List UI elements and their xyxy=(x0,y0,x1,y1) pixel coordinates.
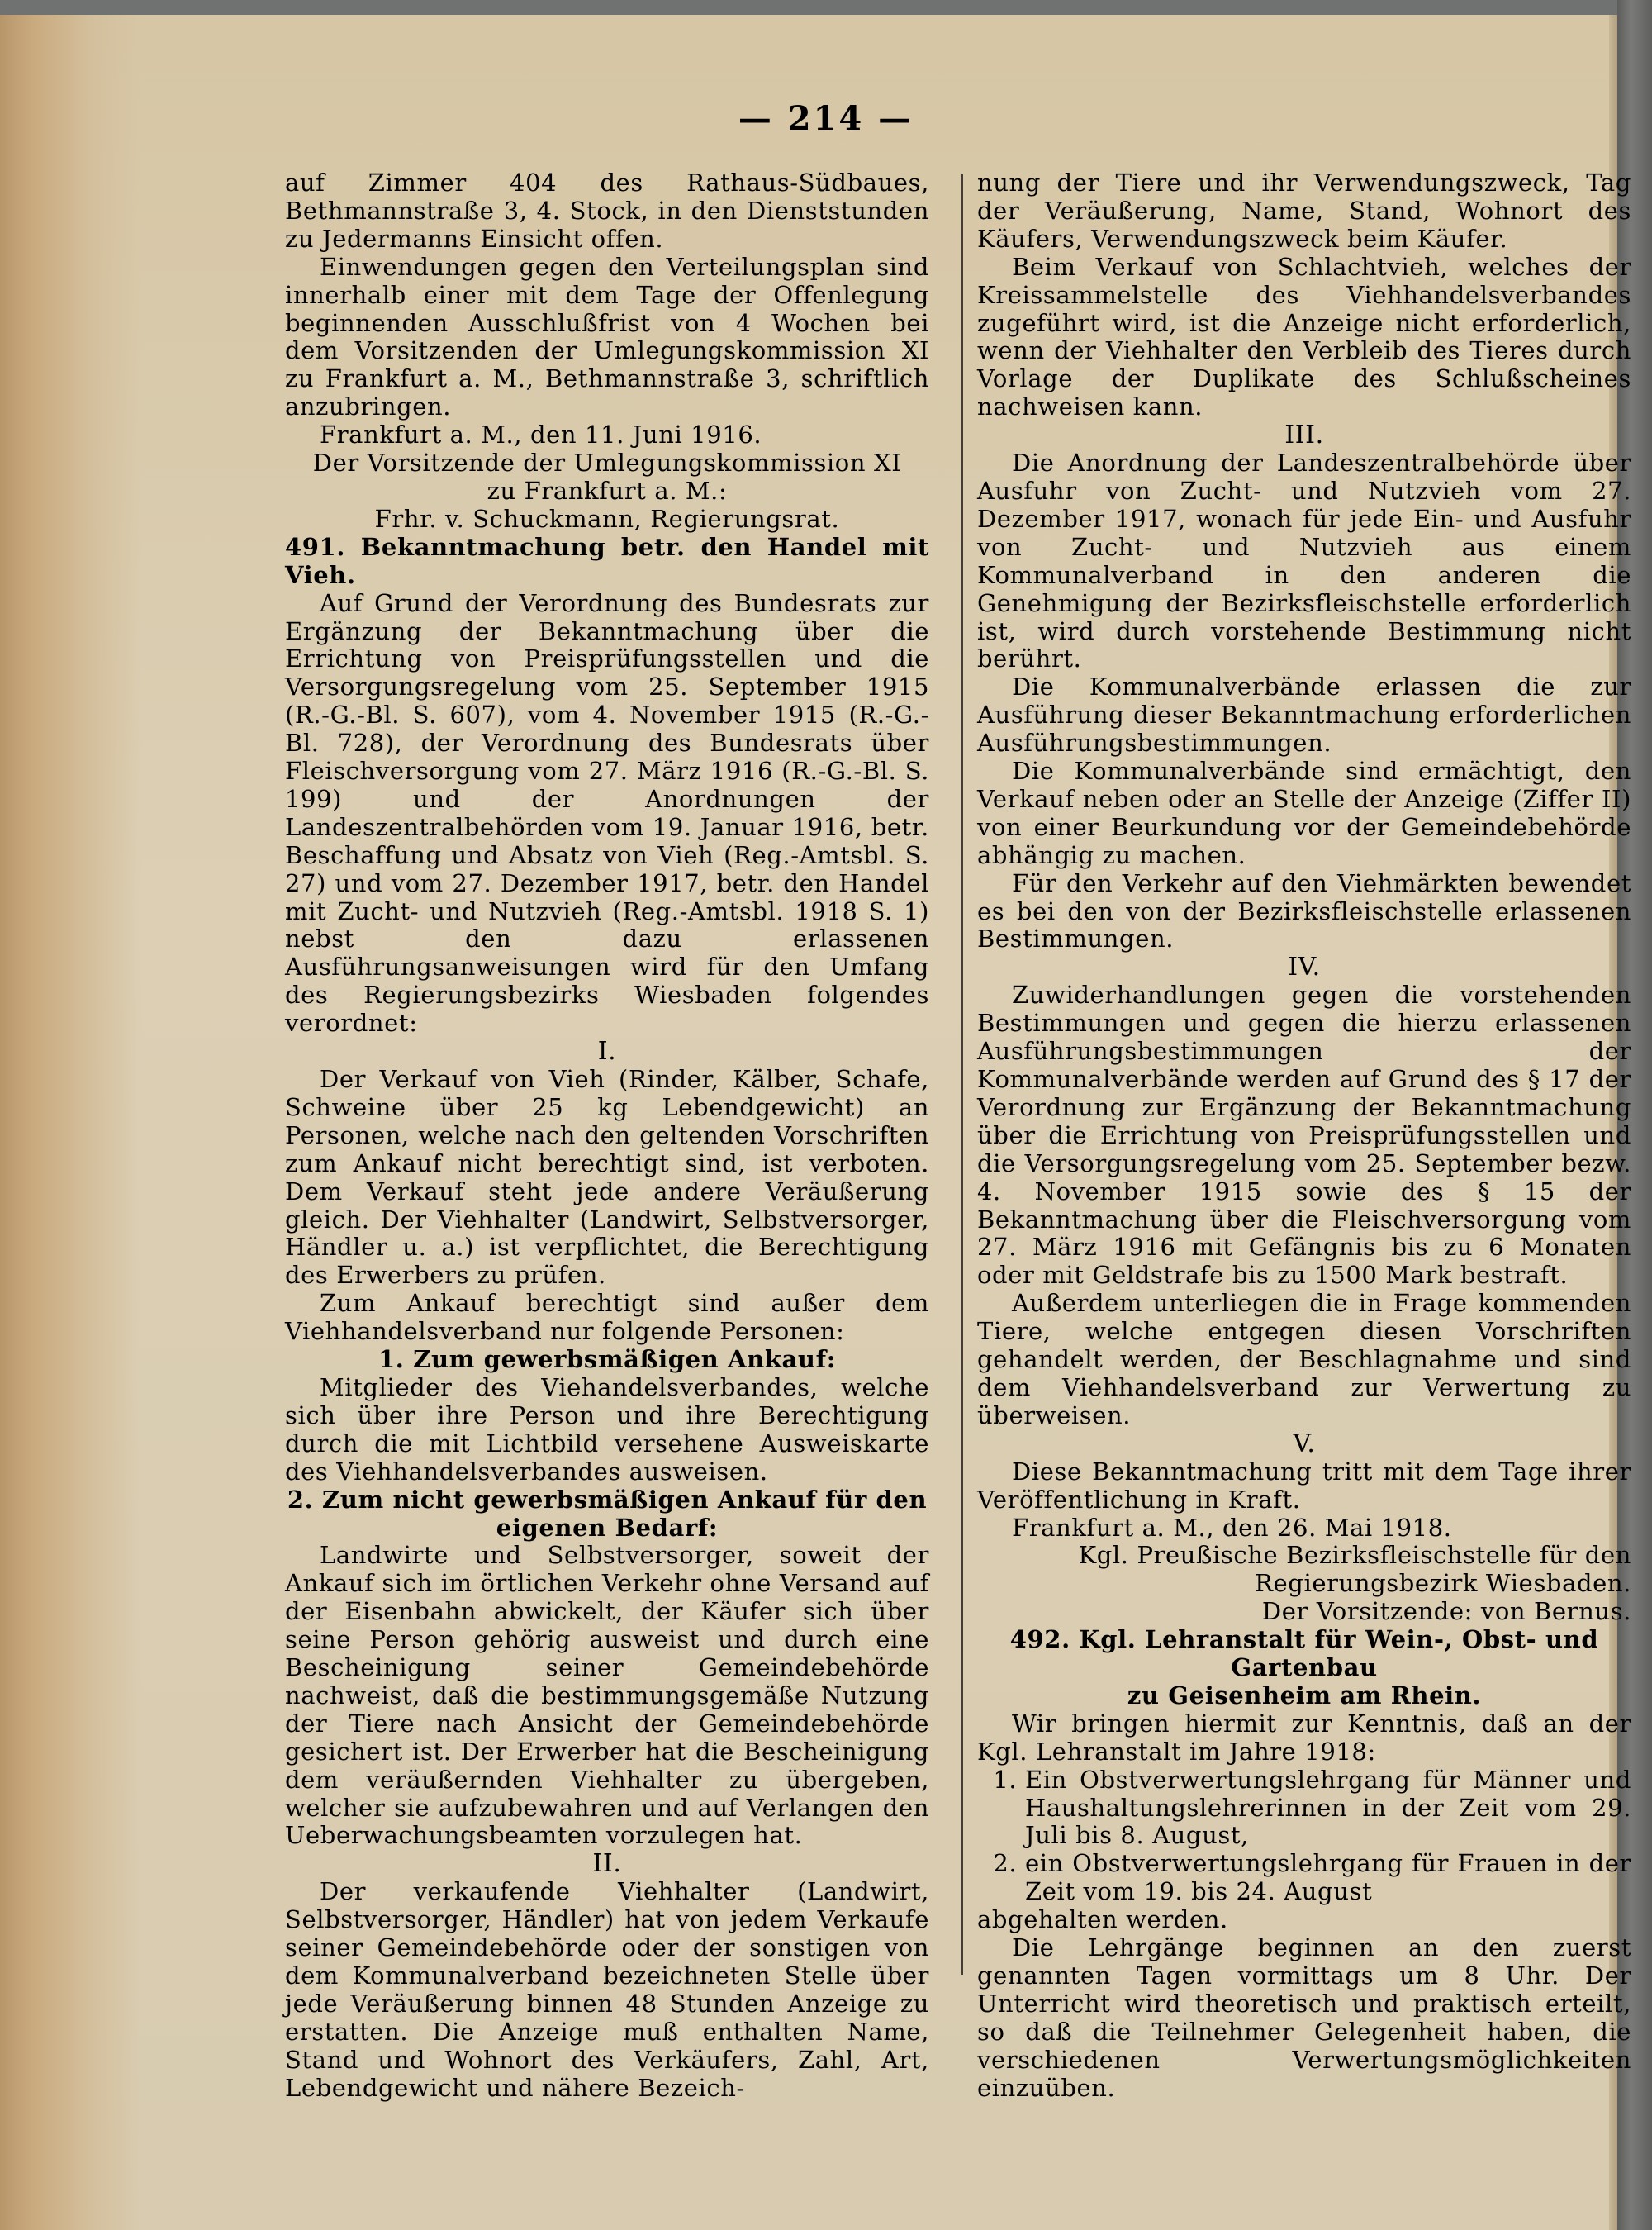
paragraph-III-3: Die Kommunalverbände sind ermächtigt, den Verkauf neben oder an Stelle der Anzeige (Ziffer II) von einer Beurkundung vor der Gemeindebehörde abhängig zu machen. xyxy=(977,757,1631,869)
paragraph-preamble: Auf Grund der Verordnung des Bundesrats zur Ergänzung der Bekanntmachung über die Errichtung von Preisprüfungsstellen und die Versorgungsregelung vom 25. September 1915 (R.-G.-Bl. S. 607), vom 4. November 1915 (R.-G.-Bl. 728), der Verordnung des Bundesrats über Fleischversorgung vom 27. März 1916 (R.-G.-Bl. S. 199) und der Anordnungen der Landeszentralbehörden vom 19. Januar 1916, betr. Beschaffung und Absatz von Vieh (Reg.-Amtsbl. S. 27) und vom 27. Dezember 1917, betr. den Handel mit Zucht- und Nutzvieh (Reg.-Amtsbl. 1918 S. 1) nebst den dazu erlassenen Ausführungsanweisungen wird für den Umfang des Regierungsbezirks Wiesbaden folgendes verordnet: xyxy=(285,588,929,1038)
list-item: 2. ein Obstverwertungslehrgang für Frauen in der Zeit vom 19. bis 24. August xyxy=(1025,1850,1631,1906)
section-heading-III: III. xyxy=(1284,421,1324,450)
entry-491-title: 491. Bekanntmachung betr. den Handel mit Vieh. xyxy=(285,532,929,589)
place-date: Frankfurt a. M., den 11. Juni 1916. xyxy=(320,421,762,449)
paragraph-I-4: Landwirte und Selbstversorger, soweit der Ankauf sich im örtlichen Verkehr ohne Versand auf der Eisenbahn abwickelt, der Käufer sich über seine Person gehörig ausweist und durch eine Bescheinigung seiner Gemeindebehörde nachweist, daß die bestimmungsgemäße Nutzung der Tiere nach Ansicht der Gemeindebehörde gesichert ist. Der Erwerber hat die Bescheinigung dem veräußernden Viehhalter zu übergeben, welcher sie aufzubewahren und auf Verlangen den Ueberwachungsbeamten vorzulegen hat. xyxy=(285,1541,929,1850)
subheading-noncommercial-purchase-cont: eigenen Bedarf: xyxy=(496,1513,719,1542)
paragraph-II-1: Der verkaufende Viehhalter (Landwirt, Selbstversorger, Händler) hat von jedem Verkaufe seiner Gemeindebehörde oder der sonstigen von dem Kommunalverband bezeichneten Stelle über jede Veräußerung binnen 48 Stunden Anzeige zu erstatten. Die Anzeige muß enthalten Name, Stand und Wohnort des Verkäufers, Zahl, Art, Lebendgewicht und nähere Bezeich- xyxy=(285,1877,929,2102)
signer-title-location: zu Frankfurt a. M.: xyxy=(487,476,728,505)
signer-title: Der Vorsitzende der Umlegungskommission XI xyxy=(312,449,902,478)
paragraph-IV-2: Außerdem unterliegen die in Frage kommenden Tiere, welche entgegen diesen Vorschriften gehandelt werden, der Beschlagnahme und sind dem Viehhandelsverband zur Verwertung zu überweisen. xyxy=(977,1289,1631,1429)
section-heading-IV: IV. xyxy=(1288,953,1321,982)
column-divider xyxy=(961,174,963,1975)
paragraph-V-1: Diese Bekanntmachung tritt mit dem Tage ihrer Veröffentlichung in Kraft. xyxy=(977,1457,1631,1514)
page-number: — 214 — xyxy=(738,99,914,138)
authority-district: Regierungsbezirk Wiesbaden. xyxy=(1255,1569,1631,1598)
paragraph-IV-1: Zuwiderhandlungen gegen die vorstehenden Bestimmungen und gegen die hierzu erlassenen Ausführungsbestimmungen der Kommunalverbände werden auf Grund des § 17 der Verordnung zur Ergänzung der Bekanntmachung über die Errichtung von Preisprüfungsstellen und die Versorgungsregelung vom 25. September bezw. 4. November 1915 sowie des § 15 der Bekanntmachung über die Fleischversorgung vom 27. März 1916 mit Gefängnis bis zu 6 Monaten oder mit Geldstrafe bis zu 1500 Mark bestraft. xyxy=(977,981,1631,1290)
paragraph-492-held: abgehalten werden. xyxy=(977,1905,1228,1934)
list-item: 1. Ein Obstverwertungslehrgang für Männer und Haushaltungslehrerinnen in der Zeit vom 29. Juli bis 8. August, xyxy=(1025,1766,1631,1851)
paragraph-II-continued: nung der Tiere und ihr Verwendungszweck, Tag der Veräußerung, Name, Stand, Wohnort des Käufers, Verwendungszweck beim Käufer. xyxy=(977,169,1631,253)
paragraph-III-2: Die Kommunalverbände erlassen die zur Ausführung dieser Bekanntmachung erforderlichen Ausführungsbestimmungen. xyxy=(977,673,1631,758)
right-column xyxy=(977,169,1631,2103)
section-heading-V: V. xyxy=(1293,1429,1316,1458)
paragraph-III-1: Die Anordnung der Landeszentralbehörde über Ausfuhr von Zucht- und Nutzvieh vom 27. Dezember 1917, wonach für jede Ein- und Ausfuhr von Zucht- und Nutzvieh aus einem Kommunalverband in den anderen die Genehmigung der Bezirksfleischstelle erforderlich ist, wird durch vorstehende Bestimmung nicht berührt. xyxy=(977,449,1631,673)
paragraph-I-1: Der Verkauf von Vieh (Rinder, Kälber, Schafe, Schweine über 25 kg Lebendgewicht) an Personen, welche nach den geltenden Vorschriften zum Ankauf nicht berechtigt sind, ist verboten. Dem Verkauf steht jede andere Veräußerung gleich. Der Viehhalter (Landwirt, Selbstversorger, Händler u. a.) ist verpflichtet, die Berechtigung des Erwerbers zu prüfen. xyxy=(285,1065,929,1290)
entry-492-title: 492. Kgl. Lehranstalt für Wein-, Obst- und Gartenbau xyxy=(1009,1625,1599,1682)
paragraph-492-end: Die Lehrgänge beginnen an den zuerst genannten Tagen vormittags um 8 Uhr. Der Unterricht wird theoretisch und praktisch erteilt, so daß die Teilnehmer Gelegenheit haben, die verschiedenen Verwertungsmöglichkeiten einzuüben. xyxy=(977,1933,1631,2102)
paragraph-III-4: Für den Verkehr auf den Viehmärkten bewendet es bei den von der Bezirksfleischstelle erlassenen Bestimmungen. xyxy=(977,868,1631,953)
paragraph-objections: Einwendungen gegen den Verteilungsplan sind innerhalb einer mit dem Tage der Offenlegung beginnenden Ausschlußfrist von 4 Wochen bei dem Vorsitzenden der Umlegungskommission XI zu Frankfurt a. M., Bethmannstraße 3, schriftlich anzubringen. xyxy=(285,252,929,421)
paragraph-intro: auf Zimmer 404 des Rathaus-Südbaues, Bethmannstraße 3, 4. Stock, in den Dienststunden zu Jedermanns Einsicht offen. xyxy=(285,169,929,253)
paragraph-I-3: Mitglieder des Viehandelsverbandes, welche sich über ihre Person und ihre Berechtigung durch die mit Lichtbild versehene Ausweiskarte des Viehhandelsverbandes ausweisen. xyxy=(285,1372,929,1486)
section-heading-I: I. xyxy=(597,1037,617,1067)
signer-name: Frhr. v. Schuckmann, Regierungsrat. xyxy=(374,504,840,533)
left-column xyxy=(285,169,929,2103)
section-heading-II: II. xyxy=(592,1849,622,1879)
authority-signer: Der Vorsitzende: von Bernus. xyxy=(1261,1597,1631,1626)
place-date: Frankfurt a. M., den 26. Mai 1918. xyxy=(1012,1513,1452,1542)
subheading-noncommercial-purchase: 2. Zum nicht gewerbsmäßigen Ankauf für den xyxy=(287,1485,928,1514)
authority-name: Kgl. Preußische Bezirksfleischstelle für den xyxy=(1078,1541,1631,1570)
paragraph-492-intro: Wir bringen hiermit zur Kenntnis, daß an der Kgl. Lehranstalt im Jahre 1918: xyxy=(977,1709,1631,1766)
paragraph-II-2: Beim Verkauf von Schlachtvieh, welches der Kreissammelstelle des Viehhandelsverbandes zugeführt wird, ist die Anzeige nicht erforderlich, wenn der Viehhalter den Verbleib des Tieres durch Vorlage der Duplikate des Schlußscheines nachweisen kann. xyxy=(977,252,1631,421)
course-list xyxy=(977,1766,1631,1907)
subheading-commercial-purchase: 1. Zum gewerbsmäßigen Ankauf: xyxy=(378,1345,836,1374)
entry-492-title-location: zu Geisenheim am Rhein. xyxy=(1127,1681,1482,1709)
paragraph-I-2: Zum Ankauf berechtigt sind außer dem Viehhandelsverband nur folgende Personen: xyxy=(285,1289,929,1346)
